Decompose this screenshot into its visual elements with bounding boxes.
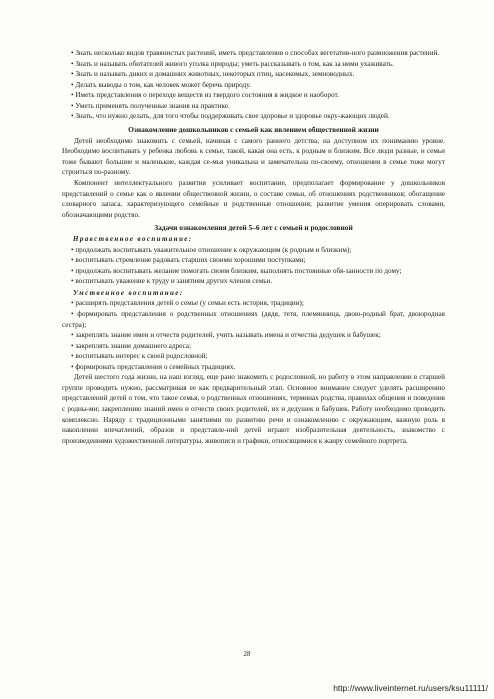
list-item: • Знать и называть диких и домашних животных, некоторых птиц, насекомых, земноводных. xyxy=(62,69,445,80)
list-item: • Знать несколько видов травянистых растений, иметь представления о способах вегетатив-ного размножения растений. xyxy=(62,48,445,59)
list-item: • формировать представления о семейных традициях. xyxy=(62,362,445,373)
mental-list xyxy=(62,298,445,372)
subsection-title: Нравственное воспитание: xyxy=(73,235,193,244)
subsection-title: Умственное воспитание: xyxy=(73,288,184,297)
list-item: • продолжать воспитывать желание помогать своим близким, выполнять постоянные обя-занности по дому; xyxy=(62,266,445,277)
page-number: 28 xyxy=(243,650,251,658)
list-item: • Иметь представления о переходе веществ из твердого состояния в жидкое и наоборот. xyxy=(62,90,445,101)
list-item: • расширять представления детей о семье (у семьи есть история, традиции); xyxy=(62,298,445,309)
section-paragraphs xyxy=(62,136,445,220)
list-item: • закреплять знание домашнего адреса; xyxy=(62,341,445,352)
list-item: • формировать представления о родственных отношениях (дядя, тетя, племянница, двою-родный брат, двоюродная сестра); xyxy=(62,309,445,330)
list-item: • Уметь применять полученные знания на практике. xyxy=(62,101,445,112)
page-content xyxy=(62,48,445,446)
section-heading: Ознакомление дошкольников с семьей как явлением общественной жизни xyxy=(128,124,379,134)
moral-list xyxy=(62,245,445,287)
list-item: • продолжать воспитывать уважительное отношение к окружающим (к родным и близким); xyxy=(62,245,445,256)
top-bullet-list xyxy=(62,48,445,122)
list-item: • воспитывать уважение к труду и занятиям других членов семьи. xyxy=(62,276,445,287)
list-item: • Знать и называть обитателей живого уголка природы; уметь рассказывать о том, как за ними ухаживать. xyxy=(62,59,445,70)
list-item: • воспитывать стремление радовать старших своими хорошими поступками; xyxy=(62,255,445,266)
watermark-url: http://www.liveinternet.ru/users/ksu11111/ xyxy=(333,683,488,693)
list-item: • Знать, что нужно делать, для того чтобы поддерживать свое здоровье и здоровье окру-жающих людей. xyxy=(62,111,445,122)
list-item: • воспитывать интерес к своей родословной; xyxy=(62,351,445,362)
list-item: • закреплять знание имен и отчеств родителей, учить называть имена и отчества дедушек и бабушек; xyxy=(62,330,445,341)
paragraph: Детей необходимо знакомить с семьей, начиная с самого раннего детства, на доступном их пониманию уровне. Необходимо воспитывать у ребенка любовь к семье, такой, какая она есть, к родным и близким. Все люди разные, и семьи тоже бывают большие и маленькие, каждая се-мья уникальна и замечательна по-своему, отношения в семье тоже могут строиться по-разному. xyxy=(62,136,445,177)
list-item: • Делать выводы о том, как человек может беречь природу. xyxy=(62,80,445,91)
paragraph: Компонент интеллектуального развития усиливает воспитание, предполагает формирование у дошкольников представлений о семье как о явлении общественной жизни, о составе семьи, об отношениях родственников; обогащение словарного запаса, характеризующего семейные и родственные отношения; развитие умения оперировать словами, обозначающими родство. xyxy=(62,179,445,219)
section-heading: Задачи ознакомления детей 5–6 лет с семьей и родословной xyxy=(154,223,353,233)
closing-paragraph: Детей шестого года жизни, на наш взгляд, еще рано знакомить с родословной, но работу в этом направлении в старшей группе проводить нужно, рассматривая ее как предварительный этап. Основное внимание следует уделять расширению представлений детей о том, что такое семья, о родственных отношениях, терминах родства, правилах общения и поведения с родны-ми; закреплению знаний имен и отчеств своих родителей, их и дедушек и бабушек. Работу необходимо проводить комплексно. Наряду с традиционными занятиями по развитию речи и ознакомлению с окружающим, важную роль в накоплении впечатлений, образов и представле-ний детей играют изобразительная деятельность, знакомство с произведениями художественной литературы, живописи и графики, относящимися к жанру семейного портрета. xyxy=(62,373,445,445)
